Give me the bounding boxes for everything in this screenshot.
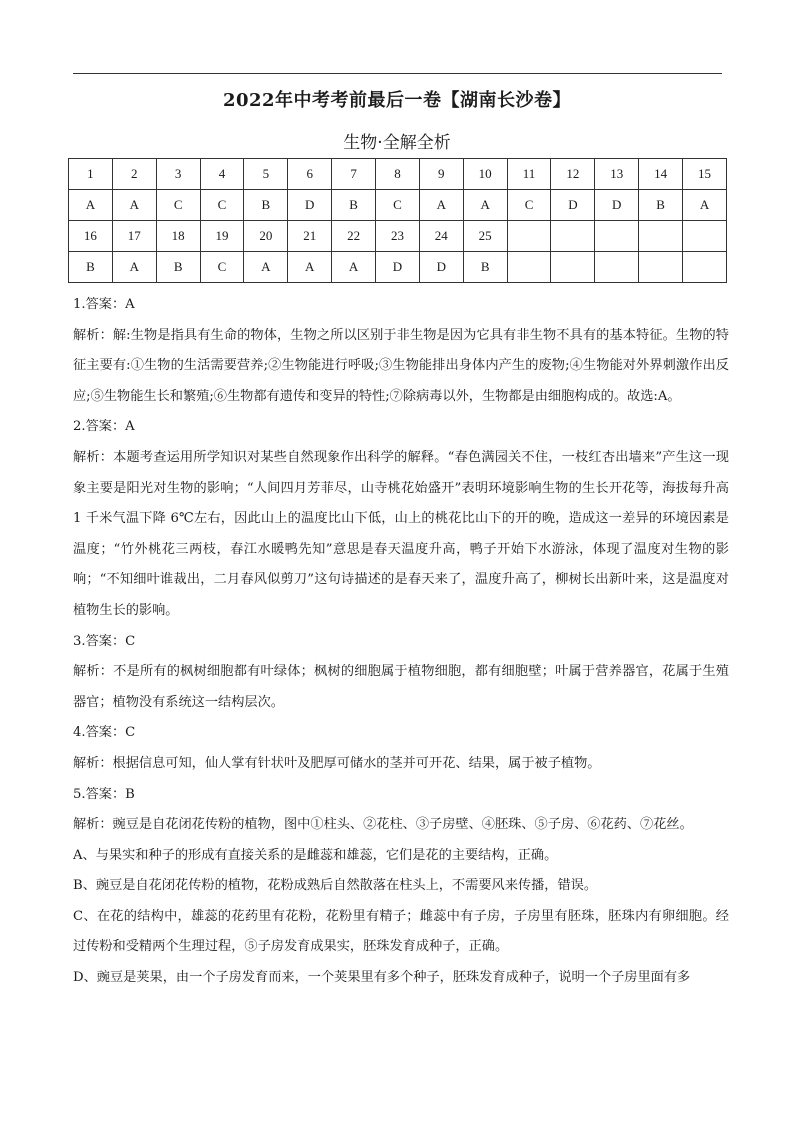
answer-1-explanation: 解析：解:生物是指具有生命的物体，生物之所以区别于非生物是因为它具有非生物不具有的基本特征。生物的特征主要有:①生物的生活需要营养;②生物能进行呼吸;③生物能排出身体内产生的废物;④生物能对外界刺激作出反应;⑤生物能生长和繁殖;⑥生物都有遗传和变异的特性;⑦除病毒以外，生物都是由细胞构成的。故选:A。 — [73, 327, 729, 404]
question-number-row — [69, 159, 727, 190]
question-number-cell: 11 — [507, 159, 551, 190]
answer-5-option-c: C、在花的结构中，雄蕊的花药里有花粉，花粉里有精子；雌蕊中有子房，子房里有胚珠，胚珠内有卵细胞。经过传粉和受精两个生理过程，⑤子房发育成果实，胚珠发育成种子，正确。 — [73, 908, 729, 955]
answer-cell — [595, 252, 639, 283]
question-number-cell: 12 — [551, 159, 595, 190]
answer-4-explanation: 解析：根据信息可知，仙人掌有针状叶及肥厚可储水的茎并可开花、结果，属于被子植物。 — [73, 755, 601, 771]
answer-cell — [551, 252, 595, 283]
answer-cell: B — [463, 252, 507, 283]
answer-table — [68, 158, 727, 283]
question-number-cell: 1 — [69, 159, 113, 190]
question-number-cell: 6 — [288, 159, 332, 190]
answer-cell: D — [595, 190, 639, 221]
answer-cell: A — [112, 252, 156, 283]
question-number-row — [69, 221, 727, 252]
answer-5-heading: 5.答案：B — [73, 786, 135, 802]
answer-cell: A — [463, 190, 507, 221]
answer-cell: B — [156, 252, 200, 283]
answer-3-explanation: 解析：不是所有的枫树细胞都有叶绿体；枫树的细胞属于植物细胞，都有细胞壁；叶属于营养器官，花属于生殖器官；植物没有系统这一结构层次。 — [73, 664, 729, 710]
answer-5-option-a: A、与果实和种子的形成有直接关系的是雌蕊和雄蕊，它们是花的主要结构，正确。 — [73, 847, 558, 863]
question-number-cell: 3 — [156, 159, 200, 190]
question-number-cell: 20 — [244, 221, 288, 252]
answer-cell: C — [156, 190, 200, 221]
answer-row — [69, 190, 727, 221]
answer-5-option-d: D、豌豆是荚果，由一个子房发育而来，一个荚果里有多个种子，胚珠发育成种子，说明一个子房里面有多 — [73, 970, 691, 986]
question-number-cell: 7 — [332, 159, 376, 190]
answer-cell — [683, 252, 727, 283]
answer-cell: A — [683, 190, 727, 221]
question-number-cell: 22 — [332, 221, 376, 252]
question-number-cell: 23 — [376, 221, 420, 252]
answer-cell: A — [288, 252, 332, 283]
answer-cell: C — [200, 190, 244, 221]
answer-row — [69, 252, 727, 283]
answer-cell: A — [69, 190, 113, 221]
answer-cell: A — [112, 190, 156, 221]
answer-cell: C — [507, 190, 551, 221]
question-number-cell — [595, 221, 639, 252]
answer-cell: B — [69, 252, 113, 283]
answer-cell: C — [376, 190, 420, 221]
question-number-cell: 8 — [376, 159, 420, 190]
answer-cell: D — [551, 190, 595, 221]
question-number-cell — [551, 221, 595, 252]
question-number-cell: 10 — [463, 159, 507, 190]
question-number-cell: 24 — [419, 221, 463, 252]
question-number-cell: 17 — [112, 221, 156, 252]
question-number-cell: 21 — [288, 221, 332, 252]
question-number-cell — [683, 221, 727, 252]
answer-cell: D — [419, 252, 463, 283]
answer-cell: B — [244, 190, 288, 221]
question-number-cell — [507, 221, 551, 252]
page-subtitle: 生物·全解全析 — [343, 133, 451, 153]
answer-3-heading: 3.答案：C — [73, 633, 136, 649]
answer-cell: D — [376, 252, 420, 283]
question-number-cell: 4 — [200, 159, 244, 190]
question-number-cell: 14 — [639, 159, 683, 190]
answer-4-heading: 4.答案：C — [73, 725, 136, 741]
question-number-cell: 25 — [463, 221, 507, 252]
answer-cell: A — [419, 190, 463, 221]
answer-2-heading: 2.答案：A — [73, 419, 135, 435]
answer-cell: B — [332, 190, 376, 221]
answer-cell — [507, 252, 551, 283]
answer-cell — [639, 252, 683, 283]
question-number-cell: 2 — [112, 159, 156, 190]
question-number-cell: 15 — [683, 159, 727, 190]
question-number-cell: 5 — [244, 159, 288, 190]
answer-5-option-b: B、豌豆是自花闭花传粉的植物，花粉成熟后自然散落在柱头上，不需要风来传播，错误。 — [73, 878, 597, 894]
answer-cell: A — [244, 252, 288, 283]
question-number-cell: 9 — [419, 159, 463, 190]
answer-cell: A — [332, 252, 376, 283]
question-number-cell — [639, 221, 683, 252]
explanations — [73, 290, 729, 994]
answer-cell: B — [639, 190, 683, 221]
question-number-cell: 19 — [200, 221, 244, 252]
header-rule — [73, 73, 722, 74]
answer-cell: C — [200, 252, 244, 283]
page-title: 2022年中考考前最后一卷【湖南长沙卷】 — [222, 90, 572, 111]
answer-5-explanation: 解析：豌豆是自花闭花传粉的植物，图中①柱头、②花柱、③子房壁、④胚珠、⑤子房、⑥花药、⑦花丝。 — [73, 817, 693, 833]
question-number-cell: 13 — [595, 159, 639, 190]
answer-2-explanation: 解析：本题考查运用所学知识对某些自然现象作出科学的解释。“春色满园关不住，一枝红杏出墙来”产生这一现象主要是阳光对生物的影响；“人间四月芳菲尽，山寺桃花始盛开”表明环境影响生物的生长开花等，海拔每升高 1 千米气温下降 6℃左右，因此山上的温度比山下低，山上的桃花比山下的开的晚，造成这一差异的环境因素是温度；“竹外桃花三两枝，春江水暖鸭先知”意思是春天温度升高，鸭子开始下水游泳，体现了温度对生物的影响；“不知细叶谁裁出，二月春风似剪刀”这句诗描述的是春天来了，温度升高了，柳树长出新叶来，这是温度对植物生长的影响。 — [73, 449, 729, 618]
question-number-cell: 18 — [156, 221, 200, 252]
answer-1-heading: 1.答案：A — [73, 297, 135, 312]
question-number-cell: 16 — [69, 221, 113, 252]
answer-cell: D — [288, 190, 332, 221]
